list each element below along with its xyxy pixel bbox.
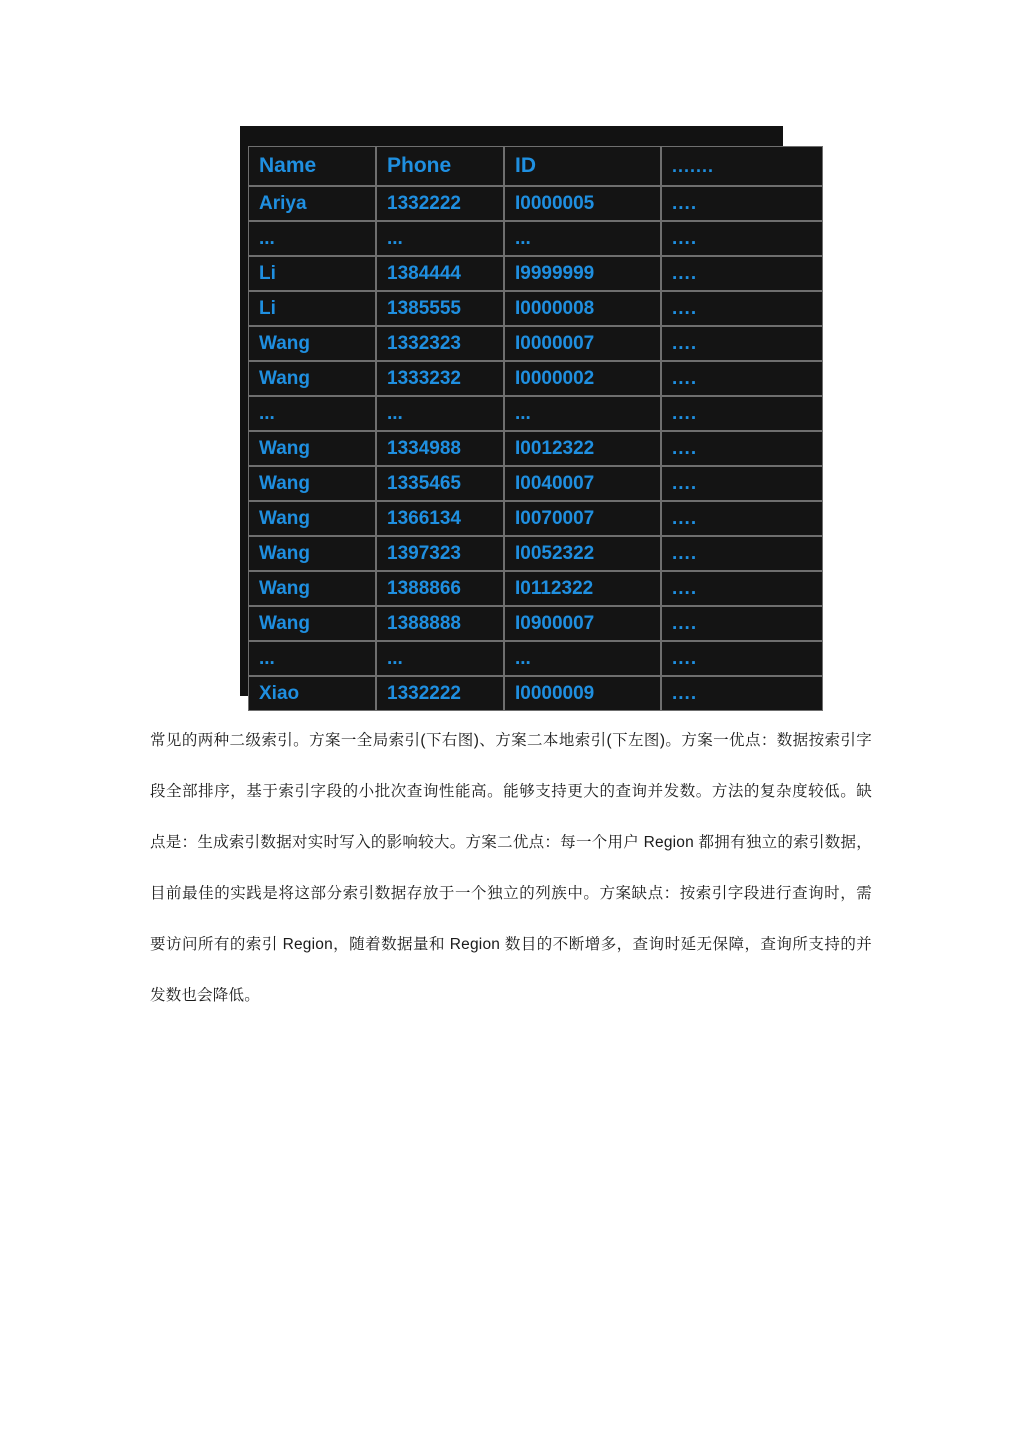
cell-name: Ariya [248,186,376,221]
cell-more: .... [661,221,823,256]
table-row [248,326,823,361]
cell-more: .... [661,291,823,326]
cell-phone: 1388866 [376,571,504,606]
cell-name: Wang [248,431,376,466]
column-header-phone: Phone [376,146,504,186]
cell-id: I9999999 [504,256,661,291]
cell-more: .... [661,431,823,466]
cell-more: .... [661,326,823,361]
cell-more: .... [661,571,823,606]
table-row [248,221,823,256]
column-header-id: ID [504,146,661,186]
cell-name: ... [248,641,376,676]
table-row [248,606,823,641]
cell-phone: 1335465 [376,466,504,501]
cell-id: I0000009 [504,676,661,711]
cell-id: I0070007 [504,501,661,536]
body-paragraph-container [150,715,872,1021]
cell-more: .... [661,186,823,221]
cell-name: Wang [248,536,376,571]
cell-phone: 1385555 [376,291,504,326]
table-row [248,536,823,571]
cell-more: .... [661,361,823,396]
cell-phone: ... [376,641,504,676]
table-row [248,361,823,396]
cell-name: Wang [248,361,376,396]
cell-id: I0900007 [504,606,661,641]
table-row [248,571,823,606]
cell-phone: 1388888 [376,606,504,641]
column-header-more: ....... [661,146,823,186]
cell-phone: 1334988 [376,431,504,466]
table-row [248,396,823,431]
cell-phone: 1332323 [376,326,504,361]
cell-name: Wang [248,326,376,361]
index-table [248,146,823,711]
cell-id: I0000005 [504,186,661,221]
cell-more: .... [661,606,823,641]
cell-id: I0000008 [504,291,661,326]
index-table-figure [240,126,783,704]
cell-more: .... [661,466,823,501]
table-header-row [248,146,823,186]
cell-more: .... [661,501,823,536]
cell-name: Xiao [248,676,376,711]
cell-more: .... [661,256,823,291]
cell-id: I0112322 [504,571,661,606]
cell-name: Li [248,291,376,326]
cell-more: .... [661,676,823,711]
table-row [248,291,823,326]
cell-id: I0000007 [504,326,661,361]
cell-id: I0052322 [504,536,661,571]
table-row [248,501,823,536]
cell-more: .... [661,641,823,676]
cell-phone: ... [376,221,504,256]
cell-id: ... [504,221,661,256]
index-table-body [248,186,823,711]
cell-phone: 1384444 [376,256,504,291]
cell-name: Wang [248,501,376,536]
body-paragraph: 常见的两种二级索引。方案一全局索引(下右图)、方案二本地索引(下左图)。方案一优点：数据按索引字段全部排序，基于索引字段的小批次查询性能高。能够支持更大的查询并发数。方法的复杂度较低。缺点是：生成索引数据对实时写入的影响较大。方案二优点：每一个用户 Region 都拥有独立的索引数据，目前最佳的实践是将这部分索引数据存放于一个独立的列族中。方案缺点：按索引字段进行查询时，需要访问所有的索引 Region，随着数据量和 Region 数目的不断增多，查询时延无保障，查询所支持的并发数也会降低。 [150,732,872,1004]
table-row [248,256,823,291]
table-row [248,466,823,501]
table-row [248,641,823,676]
cell-phone: ... [376,396,504,431]
cell-name: Wang [248,571,376,606]
cell-phone: 1366134 [376,501,504,536]
cell-phone: 1332222 [376,676,504,711]
cell-name: ... [248,221,376,256]
table-row [248,676,823,711]
table-row [248,186,823,221]
cell-id: I0012322 [504,431,661,466]
cell-name: ... [248,396,376,431]
cell-id: ... [504,396,661,431]
cell-phone: 1333232 [376,361,504,396]
cell-name: Li [248,256,376,291]
cell-more: .... [661,536,823,571]
cell-phone: 1332222 [376,186,504,221]
cell-name: Wang [248,466,376,501]
cell-more: .... [661,396,823,431]
cell-id: I0040007 [504,466,661,501]
index-table-head [248,146,823,186]
cell-name: Wang [248,606,376,641]
cell-id: ... [504,641,661,676]
cell-id: I0000002 [504,361,661,396]
column-header-name: Name [248,146,376,186]
figure-inner [248,146,775,704]
cell-phone: 1397323 [376,536,504,571]
table-row [248,431,823,466]
